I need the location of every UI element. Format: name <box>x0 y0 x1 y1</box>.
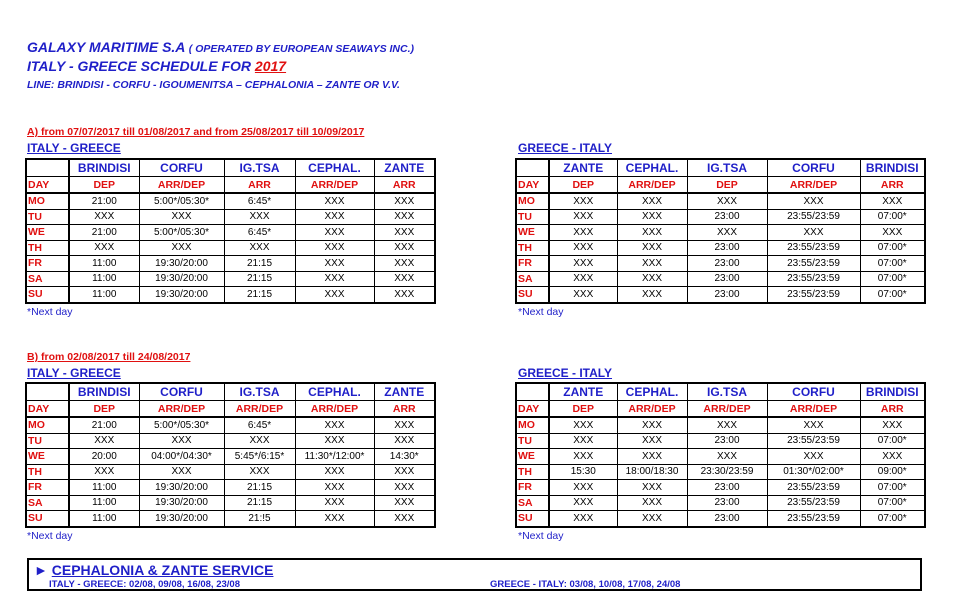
port-header: IG.TSA <box>687 159 767 177</box>
port-header: CEPHAL. <box>295 383 374 401</box>
table-row <box>516 511 925 527</box>
period-a-greece-italy-title: GREECE - ITALY <box>518 141 613 155</box>
time-cell: 23:55/23:59 <box>767 433 860 449</box>
port-header: ZANTE <box>374 383 435 401</box>
day-cell: MO <box>26 193 69 209</box>
dep-arr-header: ARR/DEP <box>295 177 374 194</box>
time-cell: XXX <box>295 495 374 511</box>
period-a-italy-greece-table <box>25 158 436 304</box>
time-cell: 21:00 <box>69 193 139 209</box>
table-row <box>516 271 925 287</box>
time-cell: 23:00 <box>687 240 767 256</box>
dep-arr-header: ARR/DEP <box>767 177 860 194</box>
time-cell: XXX <box>69 209 139 225</box>
time-cell: XXX <box>767 417 860 433</box>
time-cell: 11:00 <box>69 271 139 287</box>
time-cell: XXX <box>139 464 224 480</box>
time-cell: XXX <box>224 433 295 449</box>
dep-arr-header: ARR <box>224 177 295 194</box>
port-header: BRINDISI <box>69 159 139 177</box>
time-cell: XXX <box>69 240 139 256</box>
triangle-arrow-icon: ► <box>34 562 48 578</box>
time-cell: XXX <box>374 256 435 272</box>
table-row <box>26 464 435 480</box>
time-cell: XXX <box>295 480 374 496</box>
day-cell: WE <box>516 449 549 465</box>
period-b-greece-italy-note: *Next day <box>518 530 564 542</box>
period-b-label: B) from 02/08/2017 till 24/08/2017 <box>27 351 191 363</box>
table-row <box>516 480 925 496</box>
dep-arr-header-row <box>26 177 435 194</box>
dep-arr-header: ARR/DEP <box>617 401 687 418</box>
port-header: CEPHAL. <box>295 159 374 177</box>
time-cell: 19:30/20:00 <box>139 511 224 527</box>
table-row <box>516 193 925 209</box>
time-cell: XXX <box>617 417 687 433</box>
time-cell: XXX <box>374 464 435 480</box>
time-cell: XXX <box>295 271 374 287</box>
dep-arr-header: ARR/DEP <box>139 401 224 418</box>
day-cell: SA <box>26 271 69 287</box>
port-header: IG.TSA <box>687 383 767 401</box>
dep-arr-header: ARR <box>860 177 925 194</box>
period-a-italy-greece-note: *Next day <box>27 306 73 318</box>
port-header: CORFU <box>139 159 224 177</box>
dep-arr-header-row <box>516 177 925 194</box>
operated-by: ( OPERATED BY EUROPEAN SEAWAYS INC.) <box>188 43 414 55</box>
port-header: BRINDISI <box>860 159 925 177</box>
table-row <box>26 225 435 241</box>
day-cell: SA <box>516 271 549 287</box>
time-cell: XXX <box>549 511 617 527</box>
time-cell: XXX <box>549 209 617 225</box>
dep-arr-header: ARR/DEP <box>224 401 295 418</box>
day-cell: WE <box>516 225 549 241</box>
time-cell: XXX <box>617 433 687 449</box>
dep-arr-header: ARR/DEP <box>295 401 374 418</box>
period-b-italy-greece-note: *Next day <box>27 530 73 542</box>
time-cell: 19:30/20:00 <box>139 480 224 496</box>
dep-arr-header: DEP <box>69 177 139 194</box>
time-cell: XXX <box>374 209 435 225</box>
time-cell: 23:55/23:59 <box>767 495 860 511</box>
time-cell: XXX <box>549 417 617 433</box>
period-a-greece-italy-note: *Next day <box>518 306 564 318</box>
table-row <box>516 495 925 511</box>
schedule-heading <box>27 58 286 74</box>
time-cell: XXX <box>374 511 435 527</box>
time-cell: 07:00* <box>860 495 925 511</box>
time-cell: XXX <box>295 209 374 225</box>
time-cell: 23:00 <box>687 480 767 496</box>
day-header: DAY <box>516 177 549 194</box>
company-name: GALAXY MARITIME S.A <box>27 39 185 55</box>
time-cell: XXX <box>617 209 687 225</box>
time-cell: XXX <box>617 271 687 287</box>
time-cell: XXX <box>295 287 374 303</box>
day-cell: TH <box>516 240 549 256</box>
time-cell: 6:45* <box>224 225 295 241</box>
day-cell: WE <box>26 225 69 241</box>
line-description: LINE: BRINDISI - CORFU - IGOUMENITSA – CEPHALONIA – ZANTE OR V.V. <box>27 79 400 91</box>
time-cell: 11:00 <box>69 287 139 303</box>
table-row <box>516 449 925 465</box>
time-cell: 23:55/23:59 <box>767 240 860 256</box>
time-cell: 21:00 <box>69 225 139 241</box>
time-cell: XXX <box>767 225 860 241</box>
port-header: ZANTE <box>549 159 617 177</box>
dep-arr-header: ARR <box>860 401 925 418</box>
time-cell: 07:00* <box>860 287 925 303</box>
dep-arr-header: DEP <box>549 177 617 194</box>
time-cell: XXX <box>139 240 224 256</box>
time-cell: 18:00/18:30 <box>617 464 687 480</box>
time-cell: 6:45* <box>224 417 295 433</box>
period-a-italy-greece-title: ITALY - GREECE <box>27 141 121 155</box>
port-header: CEPHAL. <box>617 159 687 177</box>
time-cell: 14:30* <box>374 449 435 465</box>
table-row <box>26 256 435 272</box>
time-cell: XXX <box>295 511 374 527</box>
time-cell: 15:30 <box>549 464 617 480</box>
port-header: BRINDISI <box>860 383 925 401</box>
period-b-greece-italy-title: GREECE - ITALY <box>518 366 613 380</box>
day-cell: FR <box>26 480 69 496</box>
port-header-blank <box>26 383 69 401</box>
table-row <box>516 464 925 480</box>
time-cell: 21:!5 <box>224 511 295 527</box>
day-header: DAY <box>516 401 549 418</box>
time-cell: 21:15 <box>224 287 295 303</box>
service-greece-italy-dates: GREECE - ITALY: 03/08, 10/08, 17/08, 24/08 <box>490 579 681 590</box>
time-cell: XXX <box>549 193 617 209</box>
time-cell: XXX <box>295 225 374 241</box>
time-cell: XXX <box>224 464 295 480</box>
table-row <box>26 240 435 256</box>
time-cell: XXX <box>617 256 687 272</box>
time-cell: XXX <box>687 417 767 433</box>
time-cell: 5:00*/05:30* <box>139 193 224 209</box>
time-cell: 23:55/23:59 <box>767 480 860 496</box>
table-row <box>26 209 435 225</box>
time-cell: XXX <box>295 464 374 480</box>
port-header: BRINDISI <box>69 383 139 401</box>
time-cell: 5:00*/05:30* <box>139 417 224 433</box>
time-cell: 23:00 <box>687 287 767 303</box>
day-cell: TU <box>26 209 69 225</box>
time-cell: XXX <box>295 240 374 256</box>
port-header-row <box>516 383 925 401</box>
time-cell: 5:45*/6:15* <box>224 449 295 465</box>
time-cell: 23:55/23:59 <box>767 271 860 287</box>
table-row <box>26 449 435 465</box>
time-cell: 19:30/20:00 <box>139 256 224 272</box>
schedule-title: ITALY - GREECE SCHEDULE FOR <box>27 58 252 74</box>
time-cell: 6:45* <box>224 193 295 209</box>
day-cell: TU <box>516 209 549 225</box>
time-cell: 23:55/23:59 <box>767 209 860 225</box>
table-row <box>26 417 435 433</box>
port-header-row <box>516 159 925 177</box>
port-header: CORFU <box>767 159 860 177</box>
time-cell: XXX <box>687 449 767 465</box>
day-cell: TH <box>516 464 549 480</box>
time-cell: 21:15 <box>224 256 295 272</box>
time-cell: XXX <box>617 240 687 256</box>
day-cell: SU <box>26 287 69 303</box>
port-header-blank <box>26 159 69 177</box>
time-cell: XXX <box>374 480 435 496</box>
day-cell: MO <box>516 417 549 433</box>
day-cell: MO <box>26 417 69 433</box>
time-cell: 21:15 <box>224 495 295 511</box>
time-cell: 07:00* <box>860 511 925 527</box>
time-cell: XXX <box>617 480 687 496</box>
service-italy-greece-dates: ITALY - GREECE: 02/08, 09/08, 16/08, 23/08 <box>49 579 240 590</box>
time-cell: XXX <box>549 225 617 241</box>
port-header-row <box>26 159 435 177</box>
port-header: ZANTE <box>374 159 435 177</box>
day-cell: TU <box>26 433 69 449</box>
dep-arr-header: DEP <box>549 401 617 418</box>
time-cell: XXX <box>374 433 435 449</box>
time-cell: 07:00* <box>860 480 925 496</box>
time-cell: 07:00* <box>860 271 925 287</box>
port-header: CEPHAL. <box>617 383 687 401</box>
time-cell: XXX <box>617 287 687 303</box>
period-a-greece-italy-table <box>515 158 926 304</box>
time-cell: XXX <box>549 287 617 303</box>
time-cell: XXX <box>374 225 435 241</box>
time-cell: 19:30/20:00 <box>139 495 224 511</box>
time-cell: XXX <box>617 449 687 465</box>
time-cell: XXX <box>224 240 295 256</box>
time-cell: 23:55/23:59 <box>767 287 860 303</box>
time-cell: 23:00 <box>687 271 767 287</box>
dep-arr-header-row <box>26 401 435 418</box>
table-row <box>516 240 925 256</box>
dep-arr-header-row <box>516 401 925 418</box>
table-row <box>26 271 435 287</box>
dep-arr-header: ARR/DEP <box>687 401 767 418</box>
time-cell: XXX <box>549 480 617 496</box>
day-cell: FR <box>26 256 69 272</box>
table-row <box>26 495 435 511</box>
time-cell: 21:00 <box>69 417 139 433</box>
day-cell: WE <box>26 449 69 465</box>
time-cell: XXX <box>617 511 687 527</box>
table-row <box>26 193 435 209</box>
time-cell: 07:00* <box>860 209 925 225</box>
day-cell: TH <box>26 240 69 256</box>
time-cell: 11:00 <box>69 480 139 496</box>
time-cell: 11:00 <box>69 495 139 511</box>
day-cell: SU <box>516 511 549 527</box>
table-row <box>26 433 435 449</box>
dep-arr-header: DEP <box>687 177 767 194</box>
time-cell: XXX <box>374 417 435 433</box>
time-cell: XXX <box>295 417 374 433</box>
day-header: DAY <box>26 177 69 194</box>
port-header: IG.TSA <box>224 159 295 177</box>
day-cell: TH <box>26 464 69 480</box>
port-header-blank <box>516 383 549 401</box>
time-cell: XXX <box>139 209 224 225</box>
day-cell: TU <box>516 433 549 449</box>
time-cell: 23:55/23:59 <box>767 256 860 272</box>
company-heading <box>27 39 414 55</box>
time-cell: XXX <box>374 287 435 303</box>
service-title <box>34 562 273 578</box>
time-cell: XXX <box>139 433 224 449</box>
time-cell: 09:00* <box>860 464 925 480</box>
time-cell: XXX <box>860 193 925 209</box>
port-header: ZANTE <box>549 383 617 401</box>
time-cell: XXX <box>549 433 617 449</box>
table-row <box>26 287 435 303</box>
day-cell: MO <box>516 193 549 209</box>
time-cell: 07:00* <box>860 240 925 256</box>
time-cell: XXX <box>295 433 374 449</box>
day-header: DAY <box>26 401 69 418</box>
table-row <box>516 417 925 433</box>
day-cell: FR <box>516 480 549 496</box>
time-cell: 20:00 <box>69 449 139 465</box>
time-cell: 19:30/20:00 <box>139 271 224 287</box>
day-cell: FR <box>516 256 549 272</box>
table-row <box>516 209 925 225</box>
service-title-text: CEPHALONIA & ZANTE SERVICE <box>51 562 274 578</box>
time-cell: XXX <box>860 417 925 433</box>
time-cell: XXX <box>767 193 860 209</box>
time-cell: XXX <box>549 495 617 511</box>
time-cell: XXX <box>617 495 687 511</box>
port-header: CORFU <box>767 383 860 401</box>
dep-arr-header: ARR <box>374 401 435 418</box>
time-cell: XXX <box>374 271 435 287</box>
table-row <box>26 480 435 496</box>
table-row <box>26 511 435 527</box>
time-cell: XXX <box>295 193 374 209</box>
time-cell: 07:00* <box>860 433 925 449</box>
day-cell: SU <box>26 511 69 527</box>
time-cell: XXX <box>69 433 139 449</box>
time-cell: 07:00* <box>860 256 925 272</box>
time-cell: 23:55/23:59 <box>767 511 860 527</box>
time-cell: XXX <box>549 449 617 465</box>
time-cell: XXX <box>374 240 435 256</box>
time-cell: XXX <box>69 464 139 480</box>
dep-arr-header: ARR <box>374 177 435 194</box>
port-header-row <box>26 383 435 401</box>
port-header: IG.TSA <box>224 383 295 401</box>
time-cell: XXX <box>860 225 925 241</box>
time-cell: XXX <box>617 193 687 209</box>
time-cell: XXX <box>224 209 295 225</box>
time-cell: XXX <box>549 240 617 256</box>
time-cell: 23:00 <box>687 495 767 511</box>
time-cell: XXX <box>687 193 767 209</box>
time-cell: 23:00 <box>687 256 767 272</box>
time-cell: 04:00*/04:30* <box>139 449 224 465</box>
period-b-italy-greece-title: ITALY - GREECE <box>27 366 121 380</box>
dep-arr-header: DEP <box>69 401 139 418</box>
time-cell: XXX <box>617 225 687 241</box>
time-cell: 21:15 <box>224 271 295 287</box>
time-cell: 23:30/23:59 <box>687 464 767 480</box>
time-cell: XXX <box>687 225 767 241</box>
port-header: CORFU <box>139 383 224 401</box>
table-row <box>516 287 925 303</box>
time-cell: 19:30/20:00 <box>139 287 224 303</box>
period-a-label: A) from 07/07/2017 till 01/08/2017 and from 25/08/2017 till 10/09/2017 <box>27 126 365 138</box>
time-cell: 5:00*/05:30* <box>139 225 224 241</box>
period-b-greece-italy-table <box>515 382 926 528</box>
table-row <box>516 433 925 449</box>
time-cell: XXX <box>549 256 617 272</box>
time-cell: XXX <box>374 193 435 209</box>
time-cell: XXX <box>860 449 925 465</box>
time-cell: 11:00 <box>69 256 139 272</box>
day-cell: SA <box>26 495 69 511</box>
dep-arr-header: ARR/DEP <box>767 401 860 418</box>
time-cell: 23:00 <box>687 209 767 225</box>
port-header-blank <box>516 159 549 177</box>
day-cell: SA <box>516 495 549 511</box>
time-cell: XXX <box>295 256 374 272</box>
time-cell: 11:00 <box>69 511 139 527</box>
day-cell: SU <box>516 287 549 303</box>
time-cell: XXX <box>767 449 860 465</box>
time-cell: 01:30*/02:00* <box>767 464 860 480</box>
table-row <box>516 225 925 241</box>
time-cell: 11:30*/12:00* <box>295 449 374 465</box>
period-b-italy-greece-table <box>25 382 436 528</box>
dep-arr-header: ARR/DEP <box>617 177 687 194</box>
dep-arr-header: ARR/DEP <box>139 177 224 194</box>
schedule-year: 2017 <box>254 58 287 74</box>
time-cell: 23:00 <box>687 433 767 449</box>
table-row <box>516 256 925 272</box>
cephalonia-zante-service-box <box>27 558 922 591</box>
time-cell: XXX <box>549 271 617 287</box>
time-cell: XXX <box>374 495 435 511</box>
time-cell: 23:00 <box>687 511 767 527</box>
time-cell: 21:15 <box>224 480 295 496</box>
